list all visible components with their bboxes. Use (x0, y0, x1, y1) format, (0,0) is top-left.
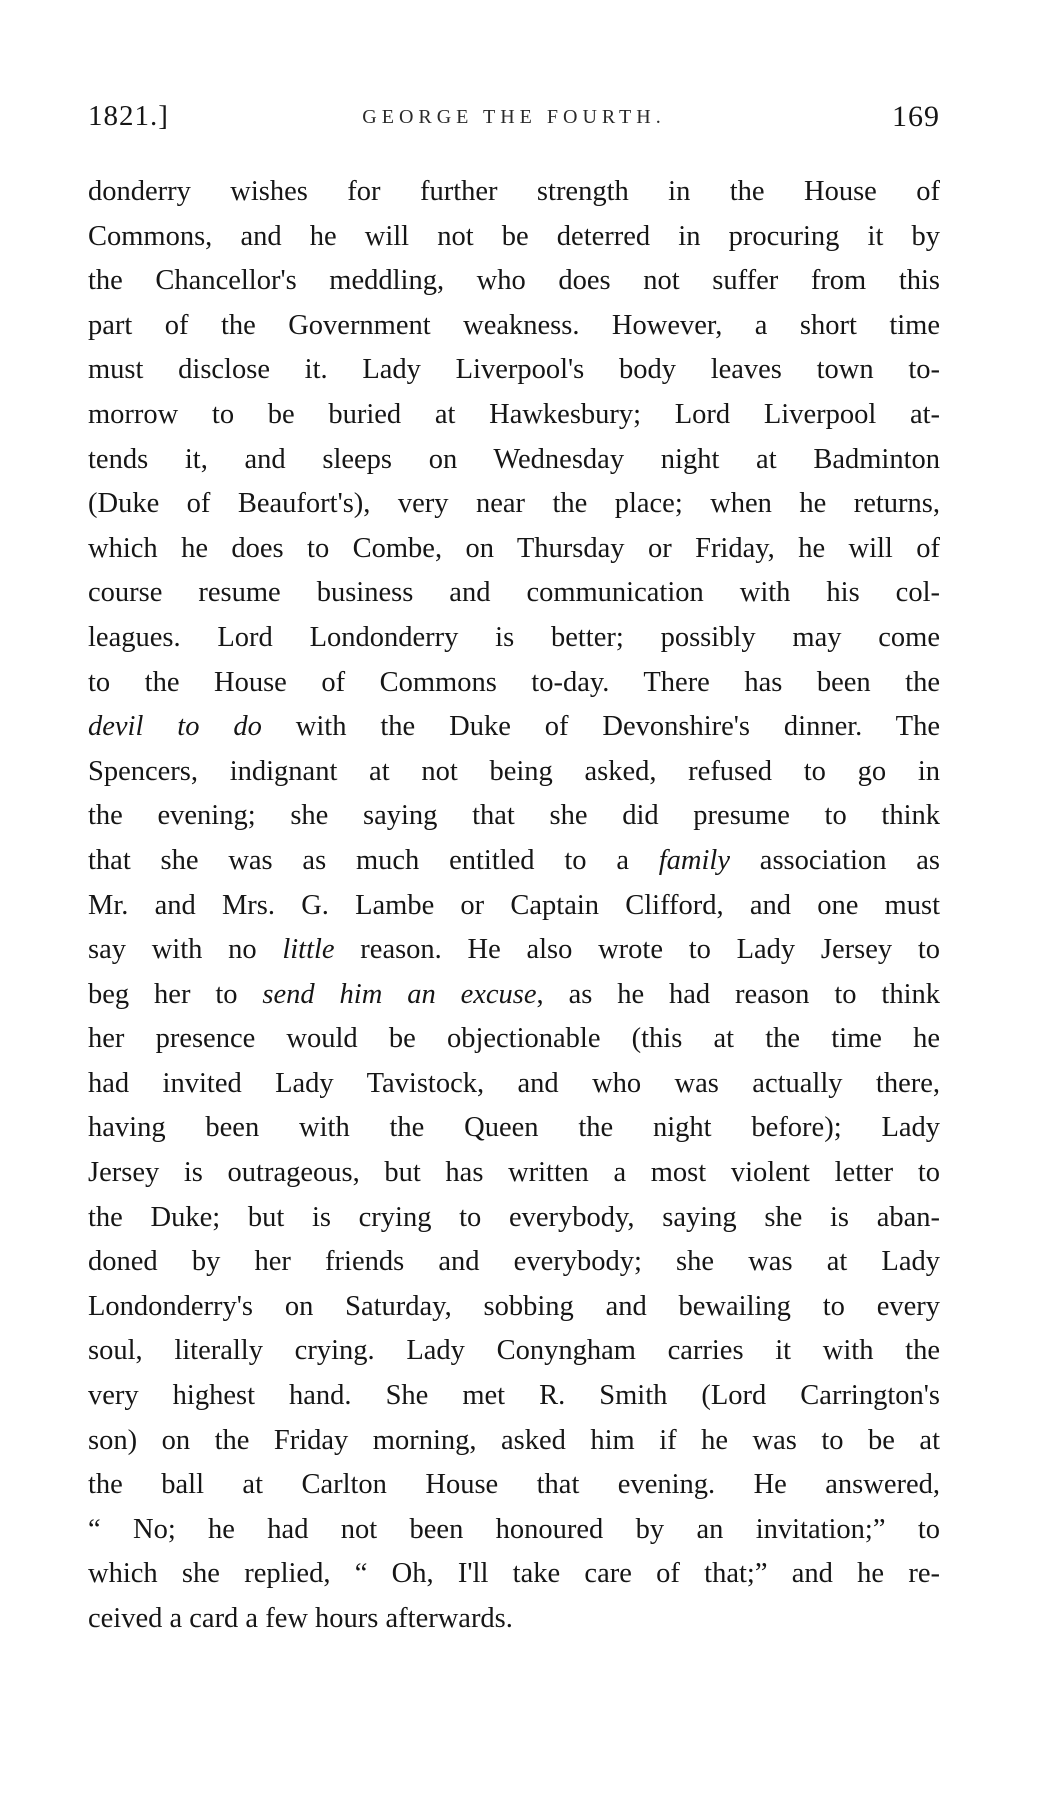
text-segment: say with no (88, 934, 283, 966)
text-segment: beg her to (88, 978, 263, 1010)
text-line (88, 1329, 940, 1374)
text-segment: ceived a card a few hours afterwards. (88, 1603, 513, 1634)
text-segment: son) on the Friday morning, asked him if he was to be at (88, 1424, 940, 1456)
running-head-year: 1821.] (88, 100, 169, 132)
italic-text: devil to do (88, 711, 262, 743)
italic-text: send him an excuse (262, 978, 537, 1010)
italic-text: family (658, 844, 731, 876)
text-segment: having been with the Queen the night before); Lady (88, 1112, 940, 1144)
text-line (88, 438, 940, 483)
text-segment: (Duke of Beaufort's), very near the place; when he returns, (88, 488, 940, 520)
text-segment: tends it, and sleeps on Wednesday night at Badminton (88, 443, 940, 475)
text-line (88, 1062, 940, 1107)
text-line (88, 1240, 940, 1285)
running-head (88, 100, 940, 140)
text-line (88, 839, 940, 884)
text-line (88, 1196, 940, 1241)
text-line (88, 170, 940, 215)
text-line (88, 616, 940, 661)
text-segment: the ball at Carlton House that evening. He answered, (88, 1469, 940, 1501)
text-line (88, 884, 940, 929)
body-text (88, 170, 940, 1642)
text-segment: part of the Government weakness. However, a short time (88, 309, 940, 341)
text-line (88, 1151, 940, 1196)
text-line (88, 1374, 940, 1419)
text-segment: Spencers, indignant at not being asked, refused to go in (88, 755, 940, 787)
text-segment: Jersey is outrageous, but has written a most violent letter to (88, 1157, 940, 1189)
text-line (88, 973, 940, 1018)
text-line (88, 705, 940, 750)
text-line (88, 1597, 940, 1642)
text-segment: had invited Lady Tavistock, and who was actually there, (88, 1067, 940, 1099)
text-segment: which he does to Combe, on Thursday or Friday, he will of (88, 532, 940, 564)
page-number: 169 (892, 100, 940, 133)
text-segment: Mr. and Mrs. G. Lambe or Captain Clifford, and one must (88, 889, 940, 921)
text-line (88, 482, 940, 527)
text-line (88, 527, 940, 572)
text-line (88, 1508, 940, 1553)
text-line (88, 348, 940, 393)
italic-text: little (282, 934, 335, 966)
text-segment: very highest hand. She met R. Smith (Lord Carrington's (88, 1380, 940, 1412)
text-segment: “ No; he had not been honoured by an invitation;” to (88, 1513, 940, 1545)
text-segment: which she replied, “ Oh, I'll take care of that;” and he re- (88, 1558, 940, 1590)
text-line (88, 1463, 940, 1508)
text-segment: with the Duke of Devonshire's dinner. The (261, 711, 940, 743)
text-line (88, 661, 940, 706)
text-segment: , as he had reason to think (536, 978, 940, 1010)
text-line (88, 215, 940, 260)
running-head-title: GEORGE THE FOURTH. (362, 106, 666, 128)
text-line (88, 750, 940, 795)
text-segment: to the House of Commons to-day. There has been the (88, 666, 940, 698)
text-line (88, 393, 940, 438)
text-line (88, 1552, 940, 1597)
text-segment: the evening; she saying that she did presume to think (88, 800, 940, 832)
text-segment: donderry wishes for further strength in the House of (88, 176, 940, 207)
text-line (88, 928, 940, 973)
text-segment: her presence would be objectionable (this at the time he (88, 1023, 940, 1055)
text-segment: Londonderry's on Saturday, sobbing and bewailing to every (88, 1290, 940, 1322)
text-segment: the Chancellor's meddling, who does not suffer from this (88, 265, 940, 297)
text-segment: soul, literally crying. Lady Conyngham carries it with the (88, 1335, 940, 1367)
text-segment: morrow to be buried at Hawkesbury; Lord Liverpool at- (88, 398, 940, 430)
text-segment: must disclose it. Lady Liverpool's body leaves town to- (88, 354, 940, 386)
text-segment: reason. He also wrote to Lady Jersey to (334, 934, 940, 966)
text-line (88, 571, 940, 616)
text-line (88, 259, 940, 304)
text-line (88, 794, 940, 839)
text-line (88, 1285, 940, 1330)
text-segment: that she was as much entitled to a (88, 844, 659, 876)
text-line (88, 1419, 940, 1464)
text-segment: doned by her friends and everybody; she was at Lady (88, 1246, 940, 1278)
text-segment: leagues. Lord Londonderry is better; possibly may come (88, 621, 940, 653)
text-line (88, 1106, 940, 1151)
text-line (88, 1017, 940, 1062)
text-segment: the Duke; but is crying to everybody, saying she is aban- (88, 1201, 940, 1233)
text-segment: Commons, and he will not be deterred in procuring it by (88, 220, 940, 252)
text-segment: association as (730, 844, 940, 876)
text-segment: course resume business and communication with his col- (88, 577, 940, 609)
text-line (88, 304, 940, 349)
